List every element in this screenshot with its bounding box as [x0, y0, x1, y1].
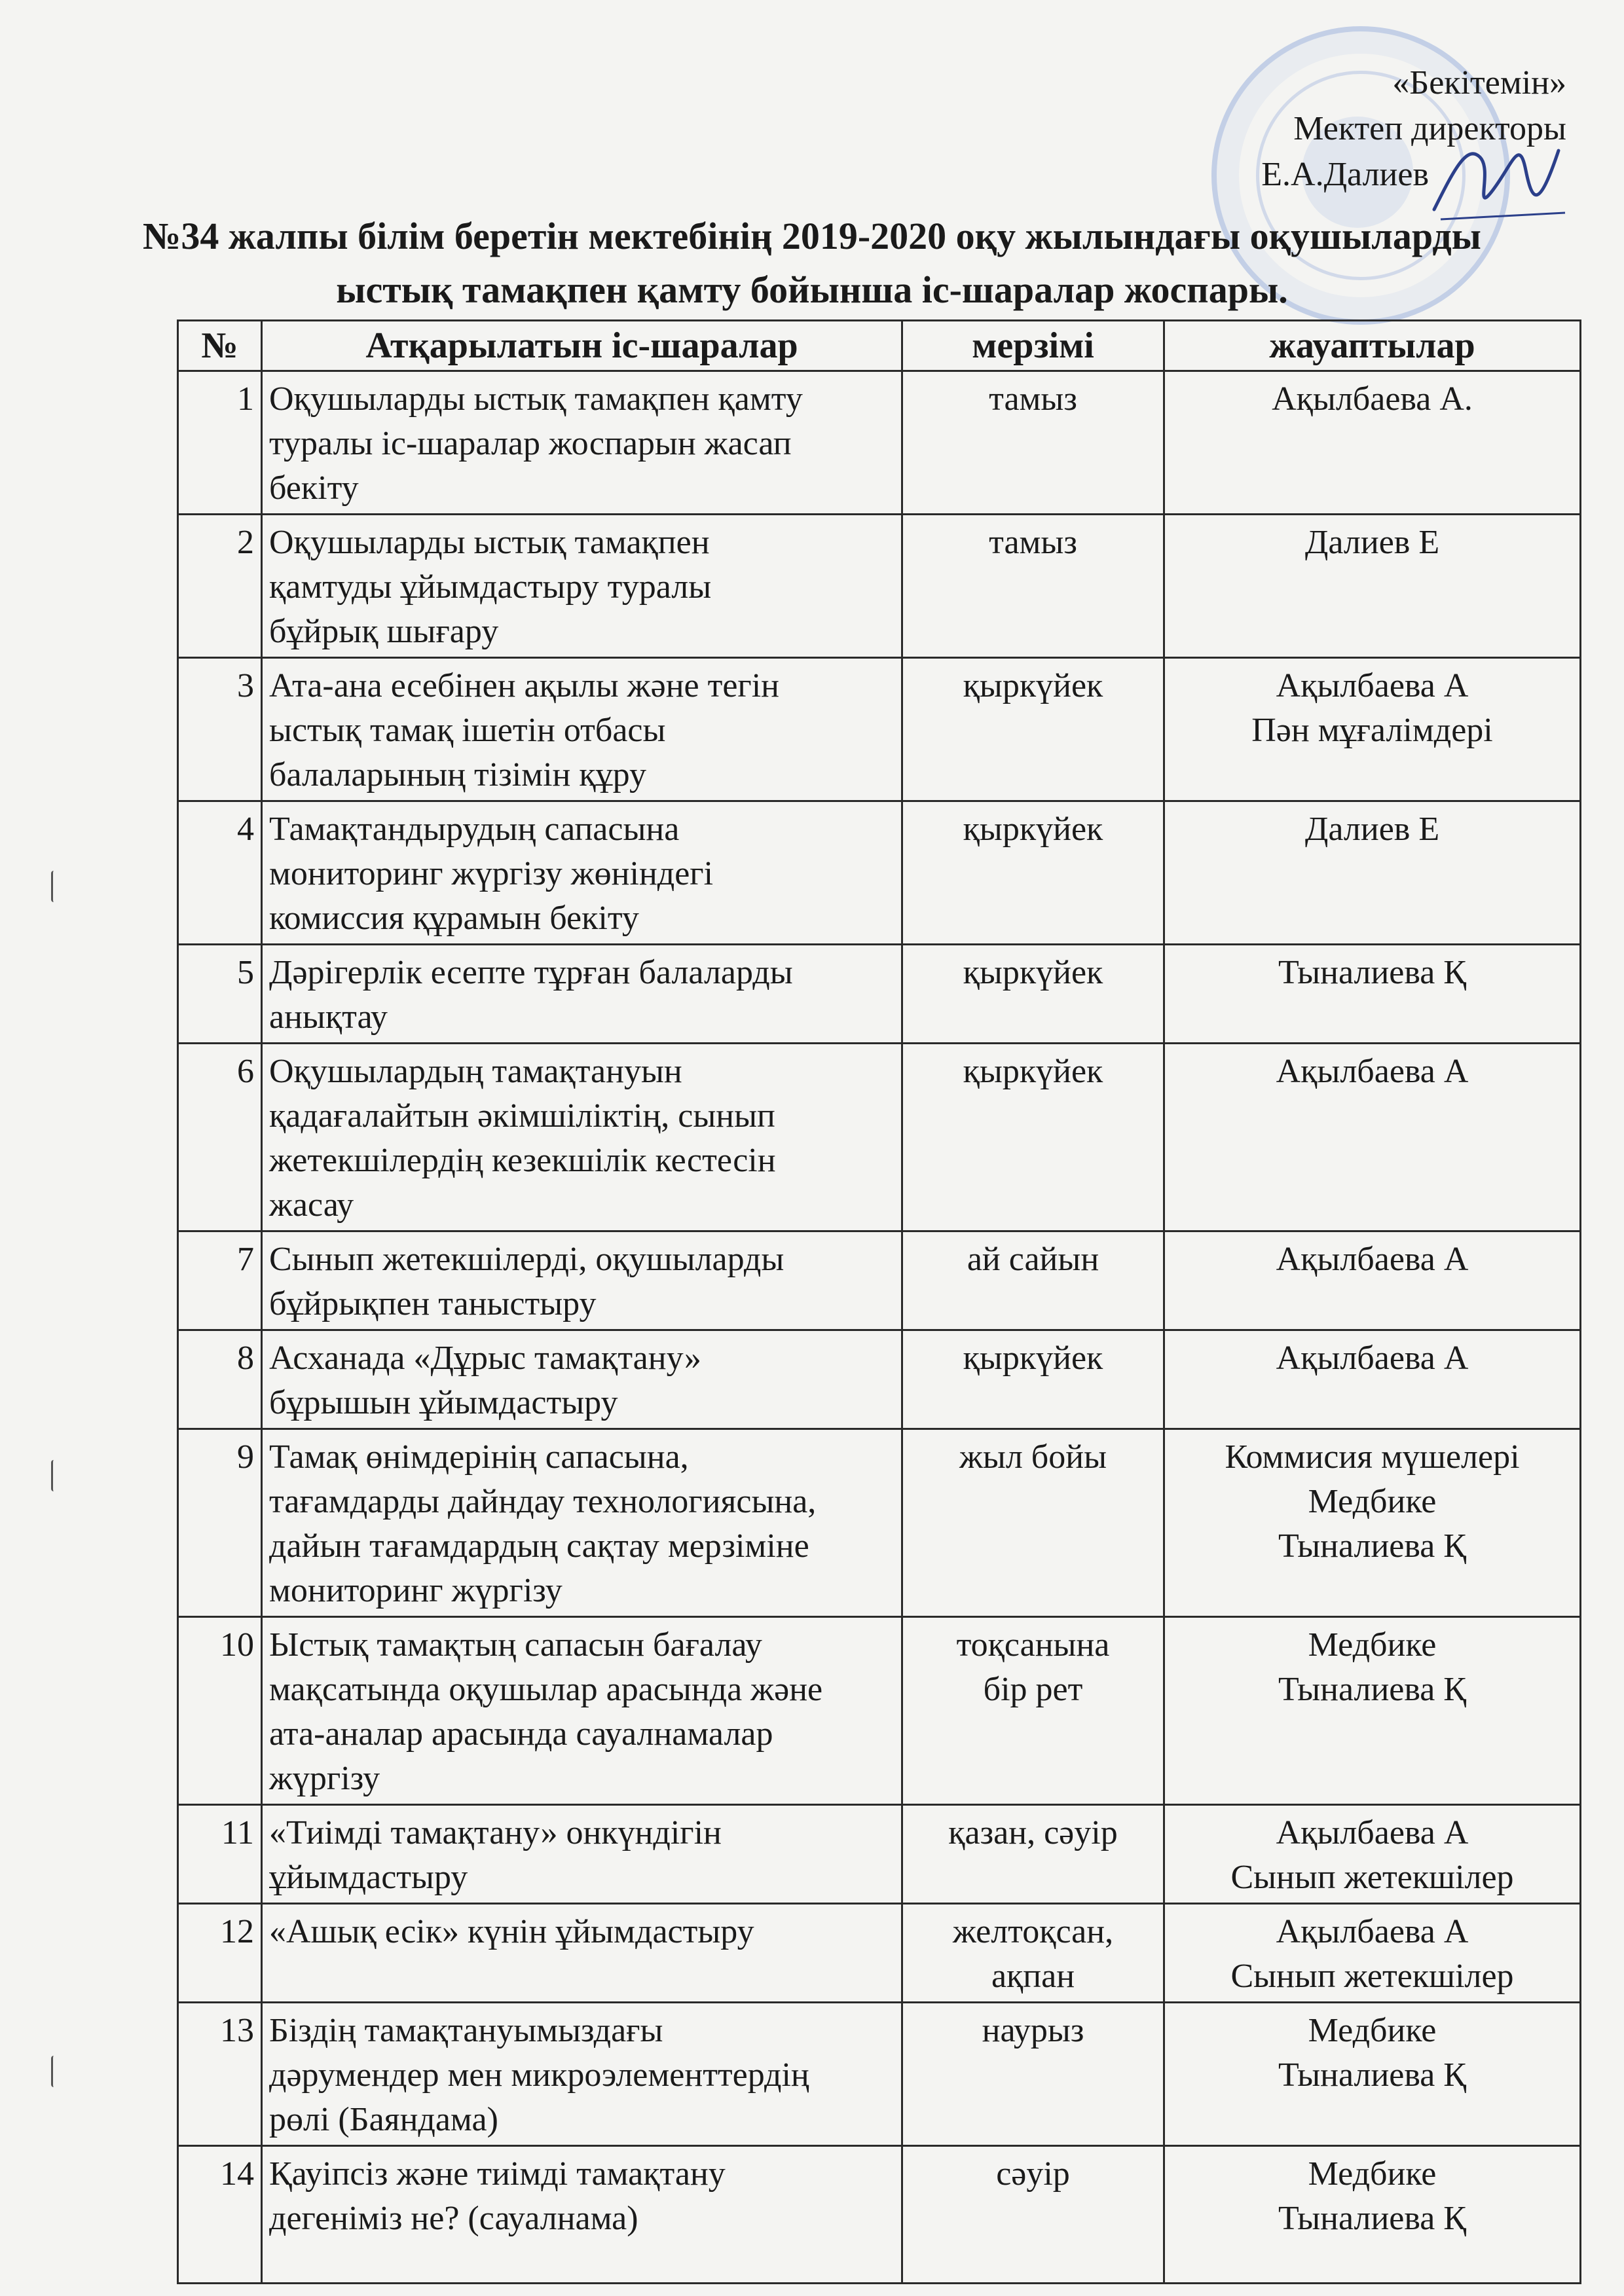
row-responsible: Далиев Е [1164, 515, 1581, 658]
row-activity: Ата-ана есебінен ақылы және тегін ыстық тамақ ішетін отбасы балаларының тізімін құру [262, 658, 902, 801]
table-row [178, 1044, 1581, 1231]
row-number: 6 [178, 1044, 262, 1231]
row-deadline: тамыз [902, 515, 1164, 658]
row-responsible: Ақылбаева А Пән мұғалімдері [1164, 658, 1581, 801]
table-header-row [178, 321, 1581, 371]
row-number: 2 [178, 515, 262, 658]
approval-position: Мектеп директоры [1293, 110, 1566, 147]
row-activity: «Ашық есік» күнін ұйымдастыру [262, 1904, 902, 2003]
approval-name: Е.А.Далиев [1261, 156, 1429, 193]
row-activity: Дәрігерлік есепте тұрған балаларды анықтау [262, 945, 902, 1044]
header-deadline: мерзімі [902, 321, 1164, 371]
row-deadline: қыркүйек [902, 1044, 1164, 1231]
row-deadline: желтоқсан, ақпан [902, 1904, 1164, 2003]
row-responsible: Ақылбаева А [1164, 1231, 1581, 1330]
row-activity: Сынып жетекшілерді, оқушыларды бұйрықпен таныстыру [262, 1231, 902, 1330]
row-deadline: тамыз [902, 371, 1164, 515]
table-row [178, 658, 1581, 801]
row-number: 5 [178, 945, 262, 1044]
row-activity: Ыстық тамақтың сапасын бағалау мақсатында оқушылар арасында және ата-аналар арасында сауалнамалар жүргізу [262, 1617, 902, 1805]
approval-title: «Бекітемін» [1392, 64, 1566, 101]
table-row [178, 1805, 1581, 1904]
document-title-line-1: №34 жалпы білім беретін мектебінің 2019-2020 оқу жылындағы оқушыларды [143, 215, 1481, 257]
row-number: 1 [178, 371, 262, 515]
row-number: 11 [178, 1805, 262, 1904]
document-title-line-2: ыстық тамақпен қамту бойынша іс-шаралар жоспары. [336, 268, 1288, 311]
row-number: 3 [178, 658, 262, 801]
header-activity: Атқарылатын іс-шаралар [262, 321, 902, 371]
row-number: 4 [178, 801, 262, 945]
row-number: 7 [178, 1231, 262, 1330]
row-responsible: Ақылбаева А [1164, 1044, 1581, 1231]
table-row [178, 1231, 1581, 1330]
row-activity: «Тиімді тамақтану» онкүндігін ұйымдастыру [262, 1805, 902, 1904]
margin-mark [51, 1460, 60, 1491]
row-deadline: жыл бойы [902, 1429, 1164, 1617]
table-row [178, 2146, 1581, 2284]
document-title [131, 210, 1493, 317]
row-responsible: Далиев Е [1164, 801, 1581, 945]
plan-table [177, 319, 1581, 2284]
row-deadline: ай сайын [902, 1231, 1164, 1330]
row-deadline: қыркүйек [902, 658, 1164, 801]
row-number: 8 [178, 1330, 262, 1429]
row-activity: Оқушыларды ыстық тамақпен қамту туралы іс-шаралар жоспарын жасап бекіту [262, 371, 902, 515]
row-number: 12 [178, 1904, 262, 2003]
row-activity: Тамақ өнімдерінің сапасына, тағамдарды дайндау технологиясына, дайын тағамдардың сақтау мерзіміне мониторинг жүргізу [262, 1429, 902, 1617]
header-number: № [178, 321, 262, 371]
row-deadline: қыркүйек [902, 945, 1164, 1044]
row-responsible: Ақылбаева А. [1164, 371, 1581, 515]
table-row [178, 1429, 1581, 1617]
row-responsible: Ақылбаева А Сынып жетекшілер [1164, 1904, 1581, 2003]
row-number: 13 [178, 2003, 262, 2146]
row-deadline: қазан, сәуір [902, 1805, 1164, 1904]
approval-block [1121, 60, 1566, 198]
row-responsible: Медбике Тыналиева Қ [1164, 1617, 1581, 1805]
row-deadline: сәуір [902, 2146, 1164, 2284]
table-row [178, 515, 1581, 658]
table-row [178, 1330, 1581, 1429]
row-activity: Тамақтандырудың сапасына мониторинг жүргізу жөніндегі комиссия құрамын бекіту [262, 801, 902, 945]
row-responsible: Тыналиева Қ [1164, 945, 1581, 1044]
row-activity: Асханада «Дұрыс тамақтану» бұрышын ұйымдастыру [262, 1330, 902, 1429]
row-deadline: қыркүйек [902, 801, 1164, 945]
row-deadline: қыркүйек [902, 1330, 1164, 1429]
row-activity: Біздің тамақтануымыздағы дәрумендер мен микроэлементтердің рөлі (Баяндама) [262, 2003, 902, 2146]
row-activity: Оқушылардың тамақтануын қадағалайтын әкімшіліктің, сынып жетекшілердің кезекшілік кестесін жасау [262, 1044, 902, 1231]
row-deadline: наурыз [902, 2003, 1164, 2146]
row-responsible: Коммисия мүшелері Медбике Тыналиева Қ [1164, 1429, 1581, 1617]
row-responsible: Медбике Тыналиева Қ [1164, 2003, 1581, 2146]
row-activity: Қауіпсіз және тиімді тамақтану дегеніміз не? (сауалнама) [262, 2146, 902, 2284]
table-row [178, 945, 1581, 1044]
row-deadline: тоқсанына бір рет [902, 1617, 1164, 1805]
table-row [178, 371, 1581, 515]
table-row [178, 1617, 1581, 1805]
table-row [178, 1904, 1581, 2003]
row-number: 9 [178, 1429, 262, 1617]
table-row [178, 2003, 1581, 2146]
margin-mark [51, 871, 60, 902]
row-activity: Оқушыларды ыстық тамақпен қамтуды ұйымдастыру туралы бұйрық шығару [262, 515, 902, 658]
row-number: 14 [178, 2146, 262, 2284]
row-responsible: Ақылбаева А Сынып жетекшілер [1164, 1805, 1581, 1904]
row-responsible: Медбике Тыналиева Қ [1164, 2146, 1581, 2284]
margin-mark [51, 2056, 60, 2087]
header-responsible: жауаптылар [1164, 321, 1581, 371]
row-responsible: Ақылбаева А [1164, 1330, 1581, 1429]
row-number: 10 [178, 1617, 262, 1805]
table-row [178, 801, 1581, 945]
